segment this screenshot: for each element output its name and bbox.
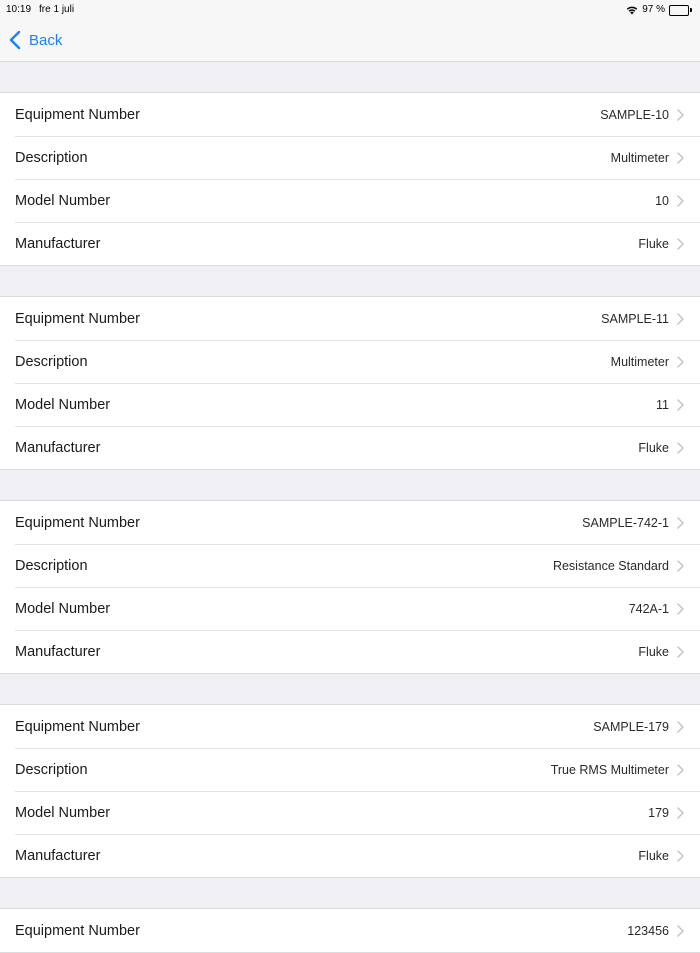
row-label: Description bbox=[15, 557, 88, 574]
table-row[interactable] bbox=[0, 222, 700, 265]
row-value: SAMPLE-742-1 bbox=[582, 515, 669, 530]
table-row[interactable] bbox=[0, 630, 700, 673]
chevron-right-icon bbox=[677, 721, 684, 733]
row-label: Description bbox=[15, 353, 88, 370]
equipment-list bbox=[0, 62, 700, 953]
row-value: 742A-1 bbox=[628, 601, 669, 616]
chevron-right-icon bbox=[677, 646, 684, 658]
table-row[interactable] bbox=[0, 791, 700, 834]
row-label: Description bbox=[15, 149, 88, 166]
row-value: 123456 bbox=[627, 923, 669, 938]
chevron-right-icon bbox=[677, 925, 684, 937]
chevron-right-icon bbox=[677, 850, 684, 862]
table-row[interactable] bbox=[0, 93, 700, 136]
status-bar bbox=[0, 0, 700, 20]
row-label: Manufacturer bbox=[15, 235, 101, 252]
row-value: 11 bbox=[656, 397, 669, 412]
row-value: SAMPLE-10 bbox=[600, 107, 669, 122]
table-row[interactable] bbox=[0, 748, 700, 791]
row-label: Manufacturer bbox=[15, 643, 101, 660]
table-row[interactable] bbox=[0, 136, 700, 179]
equipment-section bbox=[0, 500, 700, 674]
chevron-right-icon bbox=[677, 603, 684, 615]
row-value: True RMS Multimeter bbox=[550, 762, 669, 777]
navigation-bar bbox=[0, 20, 700, 62]
row-value: Resistance Standard bbox=[552, 558, 669, 573]
table-row[interactable] bbox=[0, 383, 700, 426]
row-label: Manufacturer bbox=[15, 847, 101, 864]
back-label: Back bbox=[29, 31, 63, 49]
row-value: Fluke bbox=[638, 440, 669, 455]
wifi-icon bbox=[626, 5, 638, 15]
row-label: Model Number bbox=[15, 192, 111, 209]
chevron-right-icon bbox=[677, 807, 684, 819]
row-label: Model Number bbox=[15, 804, 111, 821]
row-value: SAMPLE-179 bbox=[593, 719, 669, 734]
row-value: 179 bbox=[648, 805, 669, 820]
chevron-right-icon bbox=[677, 356, 684, 368]
table-row[interactable] bbox=[0, 544, 700, 587]
row-label: Description bbox=[15, 761, 88, 778]
table-row[interactable] bbox=[0, 297, 700, 340]
row-label: Equipment Number bbox=[15, 106, 140, 123]
status-date: fre 1 juli bbox=[39, 4, 75, 15]
chevron-right-icon bbox=[677, 109, 684, 121]
chevron-right-icon bbox=[677, 313, 684, 325]
chevron-right-icon bbox=[677, 195, 684, 207]
table-row[interactable] bbox=[0, 426, 700, 469]
row-label: Model Number bbox=[15, 600, 111, 617]
row-label: Equipment Number bbox=[15, 922, 140, 939]
back-button[interactable] bbox=[8, 28, 62, 52]
row-label: Model Number bbox=[15, 396, 111, 413]
chevron-right-icon bbox=[677, 764, 684, 776]
table-row[interactable] bbox=[0, 340, 700, 383]
row-label: Manufacturer bbox=[15, 439, 101, 456]
status-left bbox=[6, 0, 74, 20]
row-value: Fluke bbox=[638, 236, 669, 251]
table-row[interactable] bbox=[0, 587, 700, 630]
row-value: Multimeter bbox=[610, 150, 669, 165]
table-row[interactable] bbox=[0, 179, 700, 222]
table-row[interactable] bbox=[0, 909, 700, 952]
row-value: 10 bbox=[655, 193, 669, 208]
chevron-right-icon bbox=[677, 560, 684, 572]
row-value: Multimeter bbox=[610, 354, 669, 369]
row-label: Equipment Number bbox=[15, 514, 140, 531]
battery-percent: 97 % bbox=[642, 4, 665, 15]
chevron-right-icon bbox=[677, 517, 684, 529]
row-value: SAMPLE-11 bbox=[601, 311, 669, 326]
chevron-right-icon bbox=[677, 442, 684, 454]
status-time: 10:19 bbox=[6, 4, 32, 15]
equipment-section bbox=[0, 296, 700, 470]
equipment-section bbox=[0, 908, 700, 953]
equipment-section bbox=[0, 92, 700, 266]
battery-icon bbox=[669, 5, 692, 16]
chevron-right-icon bbox=[677, 238, 684, 250]
row-value: Fluke bbox=[638, 644, 669, 659]
status-right bbox=[626, 0, 692, 20]
chevron-right-icon bbox=[677, 152, 684, 164]
row-label: Equipment Number bbox=[15, 310, 140, 327]
row-label: Equipment Number bbox=[15, 718, 140, 735]
chevron-left-icon bbox=[8, 30, 22, 50]
table-row[interactable] bbox=[0, 834, 700, 877]
table-row[interactable] bbox=[0, 501, 700, 544]
chevron-right-icon bbox=[677, 399, 684, 411]
table-row[interactable] bbox=[0, 705, 700, 748]
equipment-section bbox=[0, 704, 700, 878]
row-value: Fluke bbox=[638, 848, 669, 863]
